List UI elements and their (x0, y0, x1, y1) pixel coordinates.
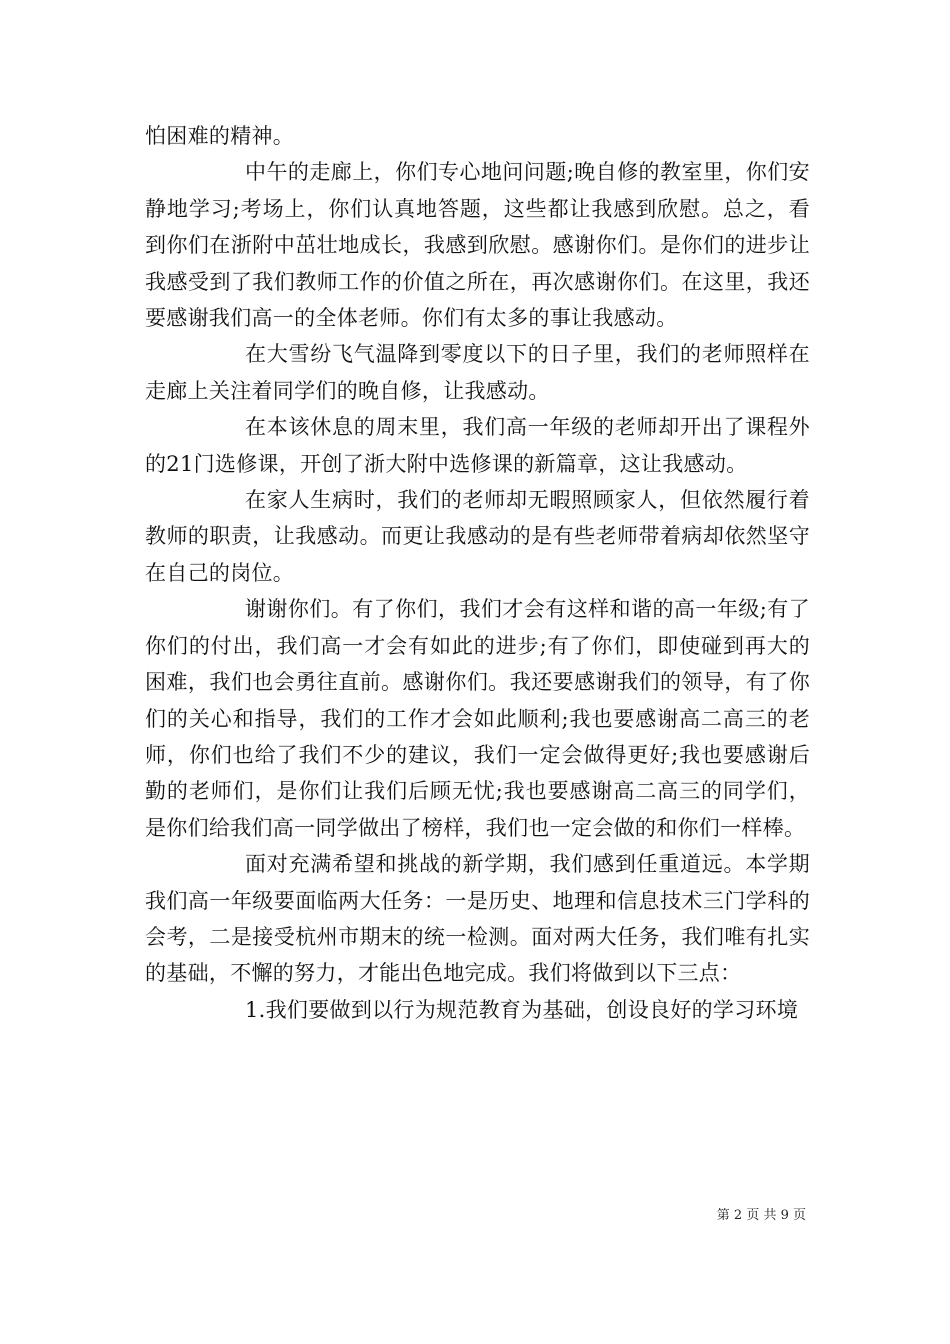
document-body (145, 118, 810, 1028)
paragraph-family: 在家人生病时，我们的老师却无暇照顾家人，但依然履行着教师的职责，让我感动。而更让我感动的是有些老师带着病却依然坚守在自己的岗位。 (145, 488, 810, 585)
paragraph-corridor: 中午的走廊上，你们专心地问问题;晚自修的教室里，你们安静地学习;考场上，你们认真地答题，这些都让我感到欣慰。总之，看到你们在浙附中茁壮地成长，我感到欣慰。感谢你们。是你们的进步让我感受到了我们教师工作的价值之所在，再次感谢你们。在这里，我还要感谢我们高一的全体老师。你们有太多的事让我感动。 (145, 160, 810, 331)
paragraph-new-semester: 面对充满希望和挑战的新学期，我们感到任重道远。本学期我们高一年级要面临两大任务：一是历史、地理和信息技术三门学科的会考，二是接受杭州市期末的统一检测。面对两大任务，我们唯有扎实的基础，不懈的努力，才能出色地完成。我们将做到以下三点： (145, 852, 810, 986)
paragraph-continuation: 怕困难的精神。 (145, 124, 295, 148)
paragraph-weekend: 在本该休息的周末里，我们高一年级的老师却开出了课程外的21门选修课，开创了浙大附中选修课的新篇章，这让我感动。 (145, 415, 810, 476)
page-number-footer: 第 2 页 共 9 页 (716, 1208, 806, 1223)
paragraph-snow: 在大雪纷飞气温降到零度以下的日子里，我们的老师照样在走廊上关注着同学们的晚自修，让我感动。 (145, 342, 810, 403)
paragraph-thanks: 谢谢你们。有了你们，我们才会有这样和谐的高一年级;有了你们的付出，我们高一才会有如此的进步;有了你们，即使碰到再大的困难，我们也会勇往直前。感谢你们。我还要感谢我们的领导，有了你们的关心和指导，我们的工作才会如此顺利;我也要感谢高二高三的老师，你们也给了我们不少的建议，我们一定会做得更好;我也要感谢后勤的老师们，是你们让我们后顾无忧;我也要感谢高二高三的同学们，是你们给我们高一同学做出了榜样，我们也一定会做的和你们一样棒。 (145, 597, 810, 840)
paragraph-point-one: 1.我们要做到以行为规范教育为基础，创设良好的学习环境 (245, 997, 799, 1022)
